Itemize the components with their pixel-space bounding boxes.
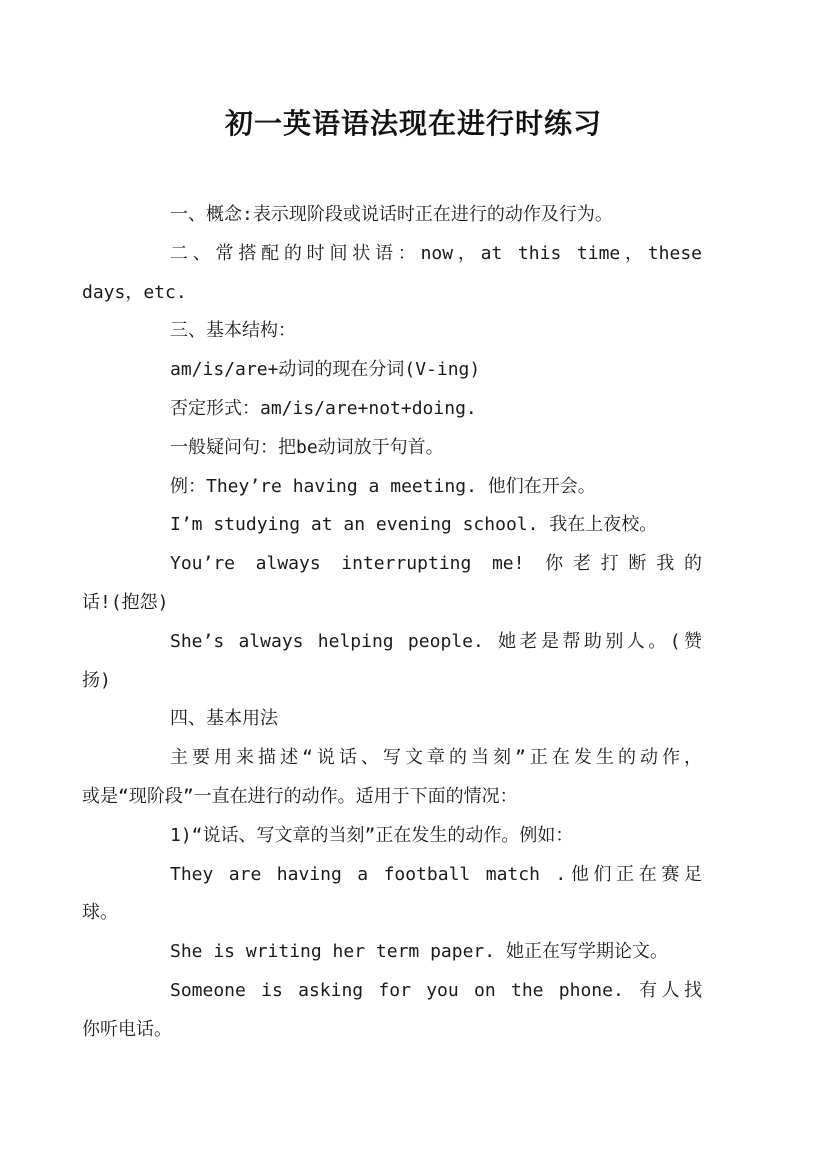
text-line: 一、概念:表示现阶段或说话时正在进行的动作及行为。 (170, 204, 613, 225)
paragraph-usage-heading (126, 700, 702, 739)
text-line: 一般疑问句：把be动词放于句首。 (170, 436, 444, 458)
paragraph-example-2 (126, 506, 702, 545)
paragraph-usage-intro (82, 739, 702, 817)
text-line: 你听电话。 (82, 1018, 172, 1040)
paragraph-structure-heading (126, 312, 702, 351)
text-line: 否定形式：am/is/are+not+doing. (170, 397, 477, 419)
text-line: 话!(抱怨) (82, 591, 169, 613)
text-line: I’m studying at an evening school. 我在上夜校。 (170, 514, 658, 536)
text-line: 主要用来描述“说话、写文章的当刻”正在发生的动作， (170, 747, 702, 769)
paragraph-concept (126, 196, 702, 235)
text-line: 或是“现阶段”一直在进行的动作。适用于下面的情况： (82, 785, 518, 807)
text-line: 1)“说话、写文章的当刻”正在发生的动作。例如： (170, 824, 574, 846)
paragraph-usage-1-example-3 (82, 972, 702, 1050)
paragraph-example-1 (126, 468, 702, 507)
paragraph-usage-1-example-1 (82, 856, 702, 934)
text-line: days，etc. (82, 281, 187, 303)
text-line: 球。 (82, 902, 118, 924)
paragraph-example-4 (82, 623, 702, 701)
text-line: 三、基本结构： (170, 320, 296, 342)
text-line: 例：They’re having a meeting. 他们在开会。 (170, 475, 596, 497)
text-line: 四、基本用法 (170, 708, 278, 730)
text-line: 扬) (82, 669, 111, 691)
text-line: You’re always interrupting me! 你老打断我的 (170, 553, 702, 575)
paragraph-usage-1-example-2 (126, 933, 702, 972)
text-line: They are having a football match .他们正在赛足 (170, 863, 702, 885)
paragraph-structure-affirmative (126, 351, 702, 390)
text-line: She’s always helping people. 她老是帮助别人。(赞 (170, 630, 702, 652)
text-line: Someone is asking for you on the phone. 有人找 (170, 979, 702, 1001)
paragraph-example-3 (82, 545, 702, 623)
paragraph-structure-question (126, 429, 702, 468)
paragraph-structure-negative (126, 390, 702, 429)
document-body (82, 196, 702, 1050)
text-line: 二、常搭配的时间状语：now，at this time，these (170, 242, 702, 264)
text-line: am/is/are+动词的现在分词(V-ing) (170, 359, 481, 381)
text-line: She is writing her term paper. 她正在写学期论文。 (170, 941, 668, 963)
paragraph-time-adverbials (82, 235, 702, 313)
page-title: 初一英语语法现在进行时练习 (224, 107, 602, 140)
paragraph-usage-1 (126, 817, 702, 856)
